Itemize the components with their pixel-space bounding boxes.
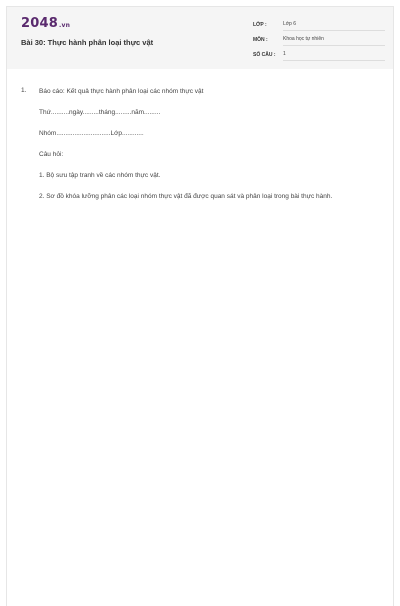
lesson-meta (253, 18, 385, 63)
question-line: Câu hỏi: (39, 151, 64, 158)
lesson-title: Bài 30: Thực hành phân loại thực vật (21, 38, 154, 47)
meta-value: 1 (283, 50, 385, 61)
logo-text: 2048 (21, 16, 58, 31)
meta-label: LỚP : (253, 22, 267, 28)
question-line: 1. Bộ sưu tập tranh về các nhóm thực vật. (39, 172, 161, 179)
question-number: 1. (21, 87, 27, 94)
meta-value: Lớp 6 (283, 20, 385, 31)
meta-row-class (253, 18, 385, 32)
question-line: Thứ..........ngày.........tháng.........năm......... (39, 109, 161, 116)
worksheet-page (6, 6, 394, 606)
question-line: Nhóm..............................Lớp............ (39, 130, 144, 137)
meta-label: SỐ CÂU : (253, 52, 276, 58)
question-line: 2. Sơ đồ khóa lưỡng phân các loại nhóm thực vật đã được quan sát và phân loại trong bài thực hành. (39, 193, 333, 200)
meta-row-question-count (253, 48, 385, 62)
question-body (39, 87, 379, 213)
meta-row-subject (253, 33, 385, 47)
worksheet-header (7, 7, 393, 69)
meta-label: MÔN : (253, 37, 268, 43)
question-line: Báo cáo: Kết quả thực hành phân loại các nhóm thực vật (39, 88, 204, 95)
site-logo[interactable] (21, 16, 70, 31)
meta-value: Khoa học tự nhiên (283, 35, 385, 46)
logo-suffix: .vn (58, 22, 71, 29)
